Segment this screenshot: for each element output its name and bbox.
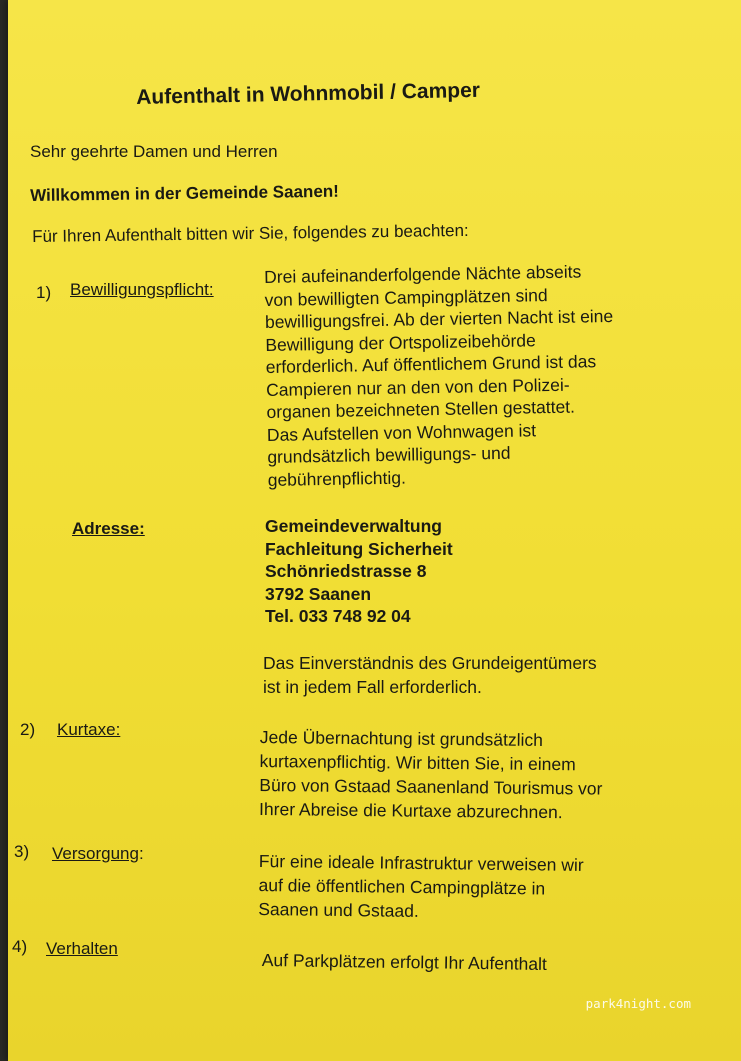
section-1-line: von bewilligten Campingplätzen sind (264, 284, 548, 310)
section-4-line: Auf Parkplätzen erfolgt Ihr Aufenthalt (261, 949, 548, 974)
section-1-line: grundsätzlich bewilligungs- und (267, 442, 511, 467)
address-note-line: ist in jedem Fall erforderlich. (263, 677, 482, 697)
address-line: Schönriedstrasse 8 (265, 561, 427, 581)
section-4-label: Verhalten (46, 939, 118, 958)
section-2-line: Jede Übernachtung ist grundsätzlich (259, 726, 544, 750)
section-2-line: Ihrer Abreise die Kurtaxe abzurechnen. (259, 798, 563, 823)
section-1-line: gebührenpflichtig. (267, 467, 407, 490)
greeting: Sehr geehrte Damen und Herren (30, 142, 278, 161)
section-1-line: bewilligungsfrei. Ab der vierten Nacht ist eine (264, 305, 614, 332)
section-1-text (264, 260, 616, 491)
address-phone: Tel. 033 748 92 04 (265, 606, 411, 626)
section-3-text (258, 849, 584, 925)
section-1-line: Drei aufeinanderfolgende Nächte abseits (264, 261, 582, 287)
section-2-number: 2) (20, 720, 36, 739)
section-2-text (259, 725, 603, 825)
section-4-text (262, 949, 547, 975)
section-4-number: 4) (12, 937, 28, 956)
address-note (263, 651, 597, 699)
welcome-line: Willkommen in der Gemeinde Saanen! (30, 181, 340, 205)
address-block (265, 515, 453, 628)
section-1-line: organen bezeichneten Stellen gestattet. (266, 396, 576, 422)
page-title: Aufenthalt in Wohnmobil / Camper (136, 78, 481, 109)
section-1-number: 1) (36, 283, 52, 302)
section-2-label: Kurtaxe: (57, 720, 121, 739)
watermark: park4night.com (585, 996, 691, 1011)
section-3-label-colon: : (138, 844, 144, 863)
section-1-line: Bewilligung der Ortspolizeibehörde (265, 329, 536, 355)
section-2-line: kurtaxenpflichtig. Wir bitten Sie, in einem (259, 750, 576, 775)
address-label: Adresse: (72, 519, 145, 538)
section-1-line: Das Aufstellen von Wohnwagen ist (266, 419, 537, 445)
address-line: Gemeindeverwaltung (265, 516, 442, 536)
section-3-line: auf die öffentlichen Campingplätze in (258, 874, 546, 899)
section-3-number: 3) (14, 842, 30, 861)
section-3-line: Für eine ideale Infrastruktur verweisen wir (258, 850, 584, 875)
section-3-label: Versorgung (52, 844, 139, 863)
intro-line: Für Ihren Aufenthalt bitten wir Sie, folgendes zu beachten: (32, 220, 469, 246)
section-1-label: Bewilligungspflicht: (70, 280, 214, 299)
yellow-notice-sheet (8, 0, 741, 1061)
section-2-line: Büro von Gstaad Saanenland Tourismus vor (259, 774, 603, 799)
address-line: Fachleitung Sicherheit (265, 538, 453, 559)
section-3-line: Saanen und Gstaad. (258, 898, 419, 921)
address-line: 3792 Saanen (265, 583, 372, 604)
address-note-line: Das Einverständnis des Grundeigentümers (263, 653, 597, 673)
section-3-label-wrap (52, 844, 144, 864)
section-1-line: erforderlich. Auf öffentlichem Grund ist das (265, 351, 597, 377)
section-1-line: Campieren nur an den von den Polizei- (265, 374, 570, 400)
